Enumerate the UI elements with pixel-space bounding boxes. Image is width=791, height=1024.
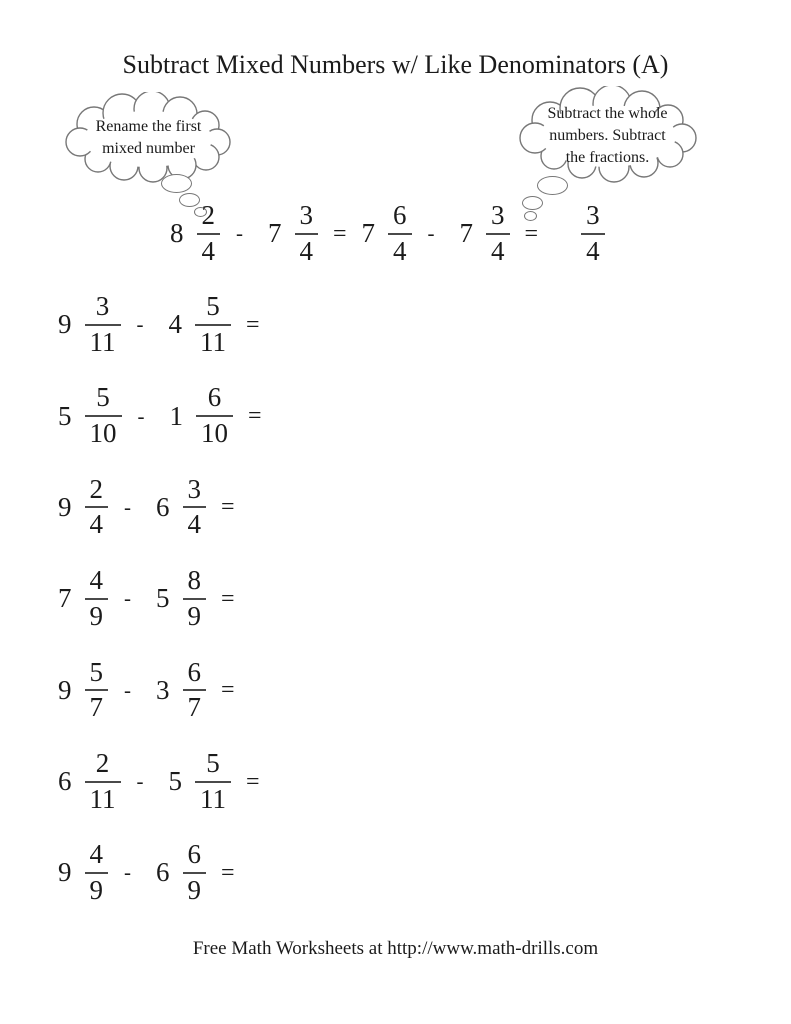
- example-equation: [170, 201, 605, 266]
- problem-row-7: [58, 840, 264, 905]
- minus-operator: -: [427, 221, 435, 246]
- minus-operator: -: [136, 312, 144, 337]
- fraction-bar: [183, 872, 207, 874]
- fraction-bar: [486, 233, 510, 235]
- denominator: 4: [491, 235, 505, 266]
- problem-row-2: [58, 383, 264, 448]
- denominator: 10: [201, 418, 228, 449]
- denominator: 7: [89, 692, 103, 723]
- fraction-bar: [183, 506, 207, 508]
- fraction-bar: [85, 324, 121, 326]
- denominator: 11: [89, 783, 116, 814]
- numerator: 6: [187, 656, 201, 687]
- denominator: 11: [200, 783, 226, 814]
- numerator: 6: [393, 200, 407, 230]
- bubble-right-text: [510, 86, 705, 186]
- minuend-whole: 7: [58, 583, 72, 614]
- fraction-bar: [85, 506, 109, 508]
- equals-sign: =: [524, 220, 539, 247]
- example-result-fraction: [581, 201, 605, 266]
- minuend-fraction: [85, 383, 122, 448]
- subtrahend-fraction: [183, 658, 207, 723]
- example-minuend-fraction: [197, 201, 221, 266]
- subtrahend-whole: 4: [168, 309, 182, 340]
- numerator: 3: [586, 200, 600, 230]
- numerator: 2: [89, 473, 103, 504]
- equals-sign: =: [246, 311, 260, 338]
- minus-operator: -: [124, 677, 131, 702]
- subtrahend-whole: 5: [156, 583, 170, 614]
- fraction-bar: [85, 781, 121, 783]
- numerator: 4: [89, 565, 103, 596]
- denominator: 9: [89, 600, 103, 631]
- minus-operator: -: [236, 221, 243, 246]
- bubble-tail-dot: [537, 176, 568, 195]
- minus-operator: -: [124, 494, 131, 519]
- fraction-bar: [197, 233, 221, 235]
- equals-sign: =: [221, 585, 235, 612]
- subtrahend-fraction: [196, 383, 233, 448]
- bubble-left-text: [56, 92, 241, 184]
- numerator: 5: [206, 747, 220, 778]
- subtrahend-fraction: [195, 292, 231, 357]
- fraction-bar: [85, 415, 122, 417]
- numerator: 5: [89, 656, 103, 687]
- fraction-bar: [196, 415, 233, 417]
- minuend-whole: 9: [58, 309, 72, 340]
- problem-row-3: [58, 475, 264, 540]
- equals-sign: =: [246, 768, 260, 795]
- subtrahend-whole: 6: [156, 491, 170, 522]
- fraction-bar: [85, 598, 109, 600]
- example-subtrahend-fraction: [295, 201, 319, 266]
- minus-operator: -: [136, 769, 144, 794]
- example-minuend-whole: 8: [170, 218, 184, 249]
- bubble-left-line1: Rename the first: [95, 117, 202, 135]
- denominator: 9: [187, 874, 201, 905]
- subtrahend-whole: 6: [156, 857, 170, 888]
- problem-row-6: [58, 749, 264, 814]
- numerator: 4: [89, 839, 103, 870]
- numerator: 5: [206, 291, 220, 321]
- bubble-right-line1: Subtract the whole: [547, 104, 668, 122]
- bubble-left-line2: mixed number: [102, 140, 195, 157]
- denominator: 4: [89, 509, 103, 540]
- denominator: 11: [89, 326, 116, 357]
- minuend-whole: 9: [58, 857, 72, 888]
- subtrahend-fraction: [195, 749, 231, 814]
- denominator: 4: [586, 235, 600, 266]
- minuend-fraction: [85, 566, 109, 631]
- fraction-bar: [85, 872, 109, 874]
- fraction-bar: [85, 689, 109, 691]
- minus-operator: -: [124, 860, 131, 885]
- subtrahend-fraction: [183, 840, 207, 905]
- denominator: 9: [89, 874, 103, 905]
- denominator: 7: [187, 692, 201, 723]
- minuend-whole: 9: [58, 674, 72, 705]
- fraction-bar: [195, 324, 231, 326]
- denominator: 4: [187, 509, 201, 540]
- numerator: 2: [95, 747, 110, 778]
- fraction-bar: [581, 233, 605, 235]
- denominator: 10: [89, 418, 117, 449]
- fraction-bar: [183, 689, 207, 691]
- minuend-whole: 9: [58, 491, 72, 522]
- subtrahend-fraction: [183, 566, 207, 631]
- subtrahend-whole: 1: [169, 400, 183, 431]
- problem-row-5: [58, 658, 264, 723]
- thought-bubble-left: [56, 92, 241, 184]
- minuend-fraction: [85, 658, 109, 723]
- example-renamed-whole: 7: [361, 218, 376, 249]
- minus-operator: -: [124, 586, 131, 611]
- equals-sign: =: [221, 859, 235, 886]
- numerator: 3: [299, 200, 313, 230]
- subtrahend-fraction: [183, 475, 207, 540]
- minuend-whole: 5: [58, 400, 72, 431]
- fraction-bar: [183, 598, 207, 600]
- example-subtrahend2-whole: 7: [459, 218, 474, 249]
- problem-row-1: [58, 292, 264, 357]
- equals-sign: =: [221, 494, 235, 521]
- minuend-whole: 6: [58, 766, 72, 797]
- numerator: 6: [207, 382, 222, 413]
- bubble-tail-dot: [161, 174, 192, 193]
- denominator: 4: [201, 235, 215, 266]
- thought-bubble-right: [510, 86, 705, 186]
- numerator: 2: [201, 200, 215, 230]
- numerator: 6: [187, 839, 201, 870]
- minuend-fraction: [85, 475, 109, 540]
- numerator: 3: [95, 291, 110, 321]
- minuend-fraction: [85, 749, 121, 814]
- bubble-right-line3: the fractions.: [565, 149, 650, 167]
- example-subtrahend-whole: 7: [268, 218, 282, 249]
- denominator: 11: [200, 326, 226, 357]
- problem-row-4: [58, 566, 264, 631]
- equals-sign: =: [333, 220, 347, 247]
- minus-operator: -: [137, 403, 145, 428]
- equals-sign: =: [221, 677, 235, 704]
- fraction-bar: [195, 781, 231, 783]
- example-subtrahend2-fraction: [486, 201, 510, 266]
- subtrahend-whole: 3: [156, 674, 170, 705]
- equals-sign: =: [248, 403, 262, 430]
- subtrahend-whole: 5: [168, 766, 182, 797]
- numerator: 3: [187, 473, 201, 504]
- fraction-bar: [295, 233, 319, 235]
- example-renamed-fraction: [388, 201, 412, 266]
- numerator: 3: [491, 200, 505, 230]
- denominator: 9: [187, 600, 201, 631]
- worksheet-footer: Free Math Worksheets at http://www.math-drills.com: [192, 938, 599, 959]
- minuend-fraction: [85, 292, 121, 357]
- page-title: Subtract Mixed Numbers w/ Like Denominators (A): [122, 50, 669, 79]
- denominator: 4: [393, 235, 407, 266]
- numerator: 8: [187, 565, 201, 596]
- numerator: 5: [96, 382, 110, 413]
- fraction-bar: [388, 233, 412, 235]
- bubble-right-line2: numbers. Subtract: [549, 126, 666, 144]
- minuend-fraction: [85, 840, 109, 905]
- problem-list: [58, 292, 264, 932]
- denominator: 4: [299, 235, 313, 266]
